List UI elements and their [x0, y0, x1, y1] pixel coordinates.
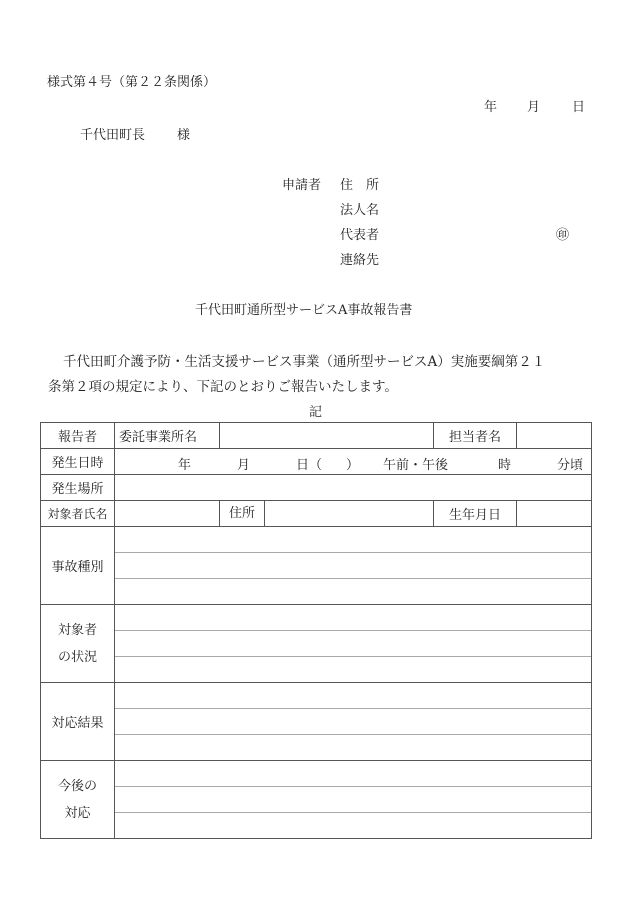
applicant-contact-label: 連絡先: [340, 253, 380, 268]
occurrence-datetime-row: [41, 449, 592, 475]
occurrence-datetime-field[interactable]: [115, 449, 592, 475]
future-response-label-2: 対応: [64, 805, 91, 821]
applicant-address-label: 住 所: [340, 178, 380, 193]
future-response-field[interactable]: [115, 761, 592, 839]
date-month: 月: [527, 100, 541, 115]
subject-status-row: [41, 605, 592, 683]
birth-date-label: 生年月日: [434, 501, 517, 527]
subject-name-field[interactable]: [115, 501, 220, 527]
dt-year: 年: [178, 458, 192, 473]
contractor-name-field[interactable]: [220, 423, 434, 449]
subject-address-label: 住所: [220, 501, 265, 526]
form-number: 様式第４号（第２２条関係）: [47, 75, 217, 90]
subject-status-label: [41, 605, 115, 683]
applicant-representative-label: 代表者: [340, 228, 380, 243]
subject-row: [41, 501, 592, 527]
applicant-corporate-name-label: 法人名: [340, 203, 380, 218]
contractor-label: 委託事業所名: [115, 423, 220, 449]
reporter-row: [41, 423, 592, 449]
addressee-honorific: 様: [177, 128, 191, 143]
birth-date-field[interactable]: [517, 501, 592, 527]
body-line-2: 条第２項の規定により、下記のとおりご報告いたします。: [48, 379, 398, 395]
future-response-label-1: 今後の: [57, 778, 97, 794]
future-response-label: [41, 761, 115, 839]
accident-type-field[interactable]: [115, 527, 592, 605]
dt-hour: 時: [498, 458, 512, 473]
document-title: 千代田町通所型サービスA事故報告書: [195, 303, 413, 318]
person-in-charge-field[interactable]: [517, 423, 592, 449]
subject-status-label-1: 対象者: [57, 622, 97, 638]
applicant-label: 申請者: [282, 178, 322, 193]
dt-day: 日（: [296, 458, 323, 473]
occurrence-datetime-label: 発生日時: [41, 449, 115, 475]
response-result-row: [41, 683, 592, 761]
location-row: [41, 475, 592, 501]
accident-type-row: [41, 527, 592, 605]
dt-close: ）: [346, 458, 360, 473]
date-day: 日: [572, 100, 586, 115]
dt-month: 月: [237, 458, 251, 473]
person-in-charge-label: 担当者名: [434, 423, 517, 449]
subject-address-cell: [220, 501, 434, 527]
dt-minute: 分頃: [557, 458, 584, 473]
location-field[interactable]: [115, 475, 592, 501]
report-table: [40, 422, 592, 839]
seal-mark: ㊞: [556, 228, 570, 243]
date-year: 年: [484, 100, 498, 115]
dt-am-pm: 午前・午後: [383, 458, 449, 473]
reporter-label: 報告者: [41, 423, 115, 449]
subject-status-label-2: の状況: [57, 649, 97, 665]
subject-name-label: 対象者氏名: [41, 501, 115, 527]
future-response-row: [41, 761, 592, 839]
accident-type-label: 事故種別: [41, 527, 115, 605]
response-result-label: 対応結果: [41, 683, 115, 761]
response-result-field[interactable]: [115, 683, 592, 761]
subject-status-field[interactable]: [115, 605, 592, 683]
ki-label: 記: [309, 405, 323, 420]
addressee-name: 千代田町長: [80, 128, 146, 143]
body-line-1: 千代田町介護予防・生活支援サービス事業（通所型サービスA）実施要綱第２１: [63, 354, 546, 370]
location-label: 発生場所: [41, 475, 115, 501]
